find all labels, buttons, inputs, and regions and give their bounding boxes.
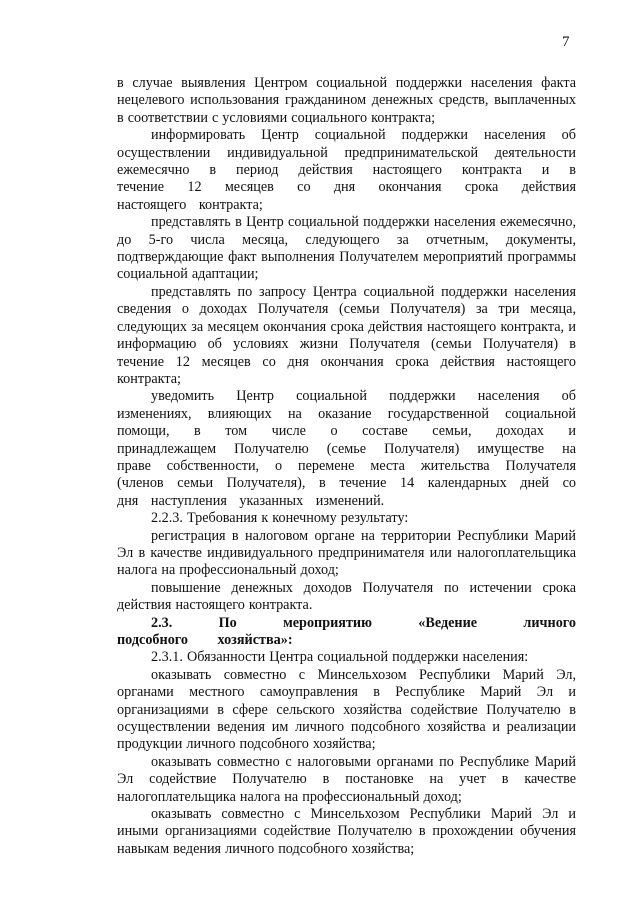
section-2-3-heading: 2.3. По мероприятию «Ведение личного подсобного хозяйства»: (117, 614, 576, 648)
paragraph-income-increase: повышение денежных доходов Получателя по истечении срока действия настоящего контракта. (117, 579, 576, 614)
section-2-2-3-heading: 2.2.3. Требования к конечному результату: (151, 510, 409, 527)
paragraph-assist-tax-registration: оказывать совместно с налоговыми органами по Республике Марий Эл содействие Получателю в постановке на учет в качестве налогоплательщика налога на профессиональный доход; (117, 753, 576, 805)
paragraph-assist-farming: оказывать совместно с Минсельхозом Республики Марий Эл, органами местного самоуправления в Республике Марий Эл и организациями в сфере сельского хозяйства содействие Получателю в осуществлении ведения им личного подсобного хозяйства и реализации продукции личного подсобного хозяйства; (117, 666, 576, 753)
document-body (117, 75, 576, 858)
paragraph-income-information: представлять по запросу Центра социальной поддержки населения сведения о доходах Получателя (семьи Получателя) за три месяца, следующих за месяцем окончания срока действия настоящего контракта, и информацию об условиях жизни Получателя (семьи Получателя) в течение 12 месяцев со дня окончания срока действия настоящего контракта; (117, 283, 576, 387)
paragraph-assist-training: оказывать совместно с Минсельхозом Республики Марий Эл и иными организациями содействие Получателю в прохождении обучения навыкам ведения личного подсобного хозяйства; (117, 806, 576, 857)
paragraph-misuse-case: в случае выявления Центром социальной поддержки населения факта нецелевого использования гражданином денежных средств, выплаченных в соответствии с условиями социального контракта; (117, 75, 576, 126)
page-number: 7 (562, 34, 570, 50)
paragraph-inform-entrepreneurship: информировать Центр социальной поддержки населения об осуществлении индивидуальной предпринимательской деятельности ежемесячно в период действия настоящего контракта и в течение 12 месяцев со дня окончания срока действия настоящего контракта; (117, 127, 576, 213)
paragraph-notify-changes: уведомить Центр социальной поддержки населения об изменениях, влияющих на оказание государственной социальной помощи, в том числе о составе семьи, доходах и принадлежащем Получателю (семье Получателя) имуществе на праве собственности, о перемене места жительства Получателя (членов семьи Получателя), в течение 14 календарных дней со дня наступления указанных изменений. (117, 388, 576, 509)
paragraph-submit-documents: представлять в Центр социальной поддержки населения ежемесячно, до 5-го числа месяца, следующего за отчетным, документы, подтверждающие факт выполнения Получателем мероприятий программы социальной адаптации; (117, 214, 576, 283)
paragraph-tax-registration: регистрация в налоговом органе на территории Республики Марий Эл в качестве индивидуального предпринимателя или налогоплательщика налога на профессиональный доход; (117, 527, 576, 579)
section-2-3-1-heading: 2.3.1. Обязанности Центра социальной поддержки населения: (151, 649, 529, 666)
